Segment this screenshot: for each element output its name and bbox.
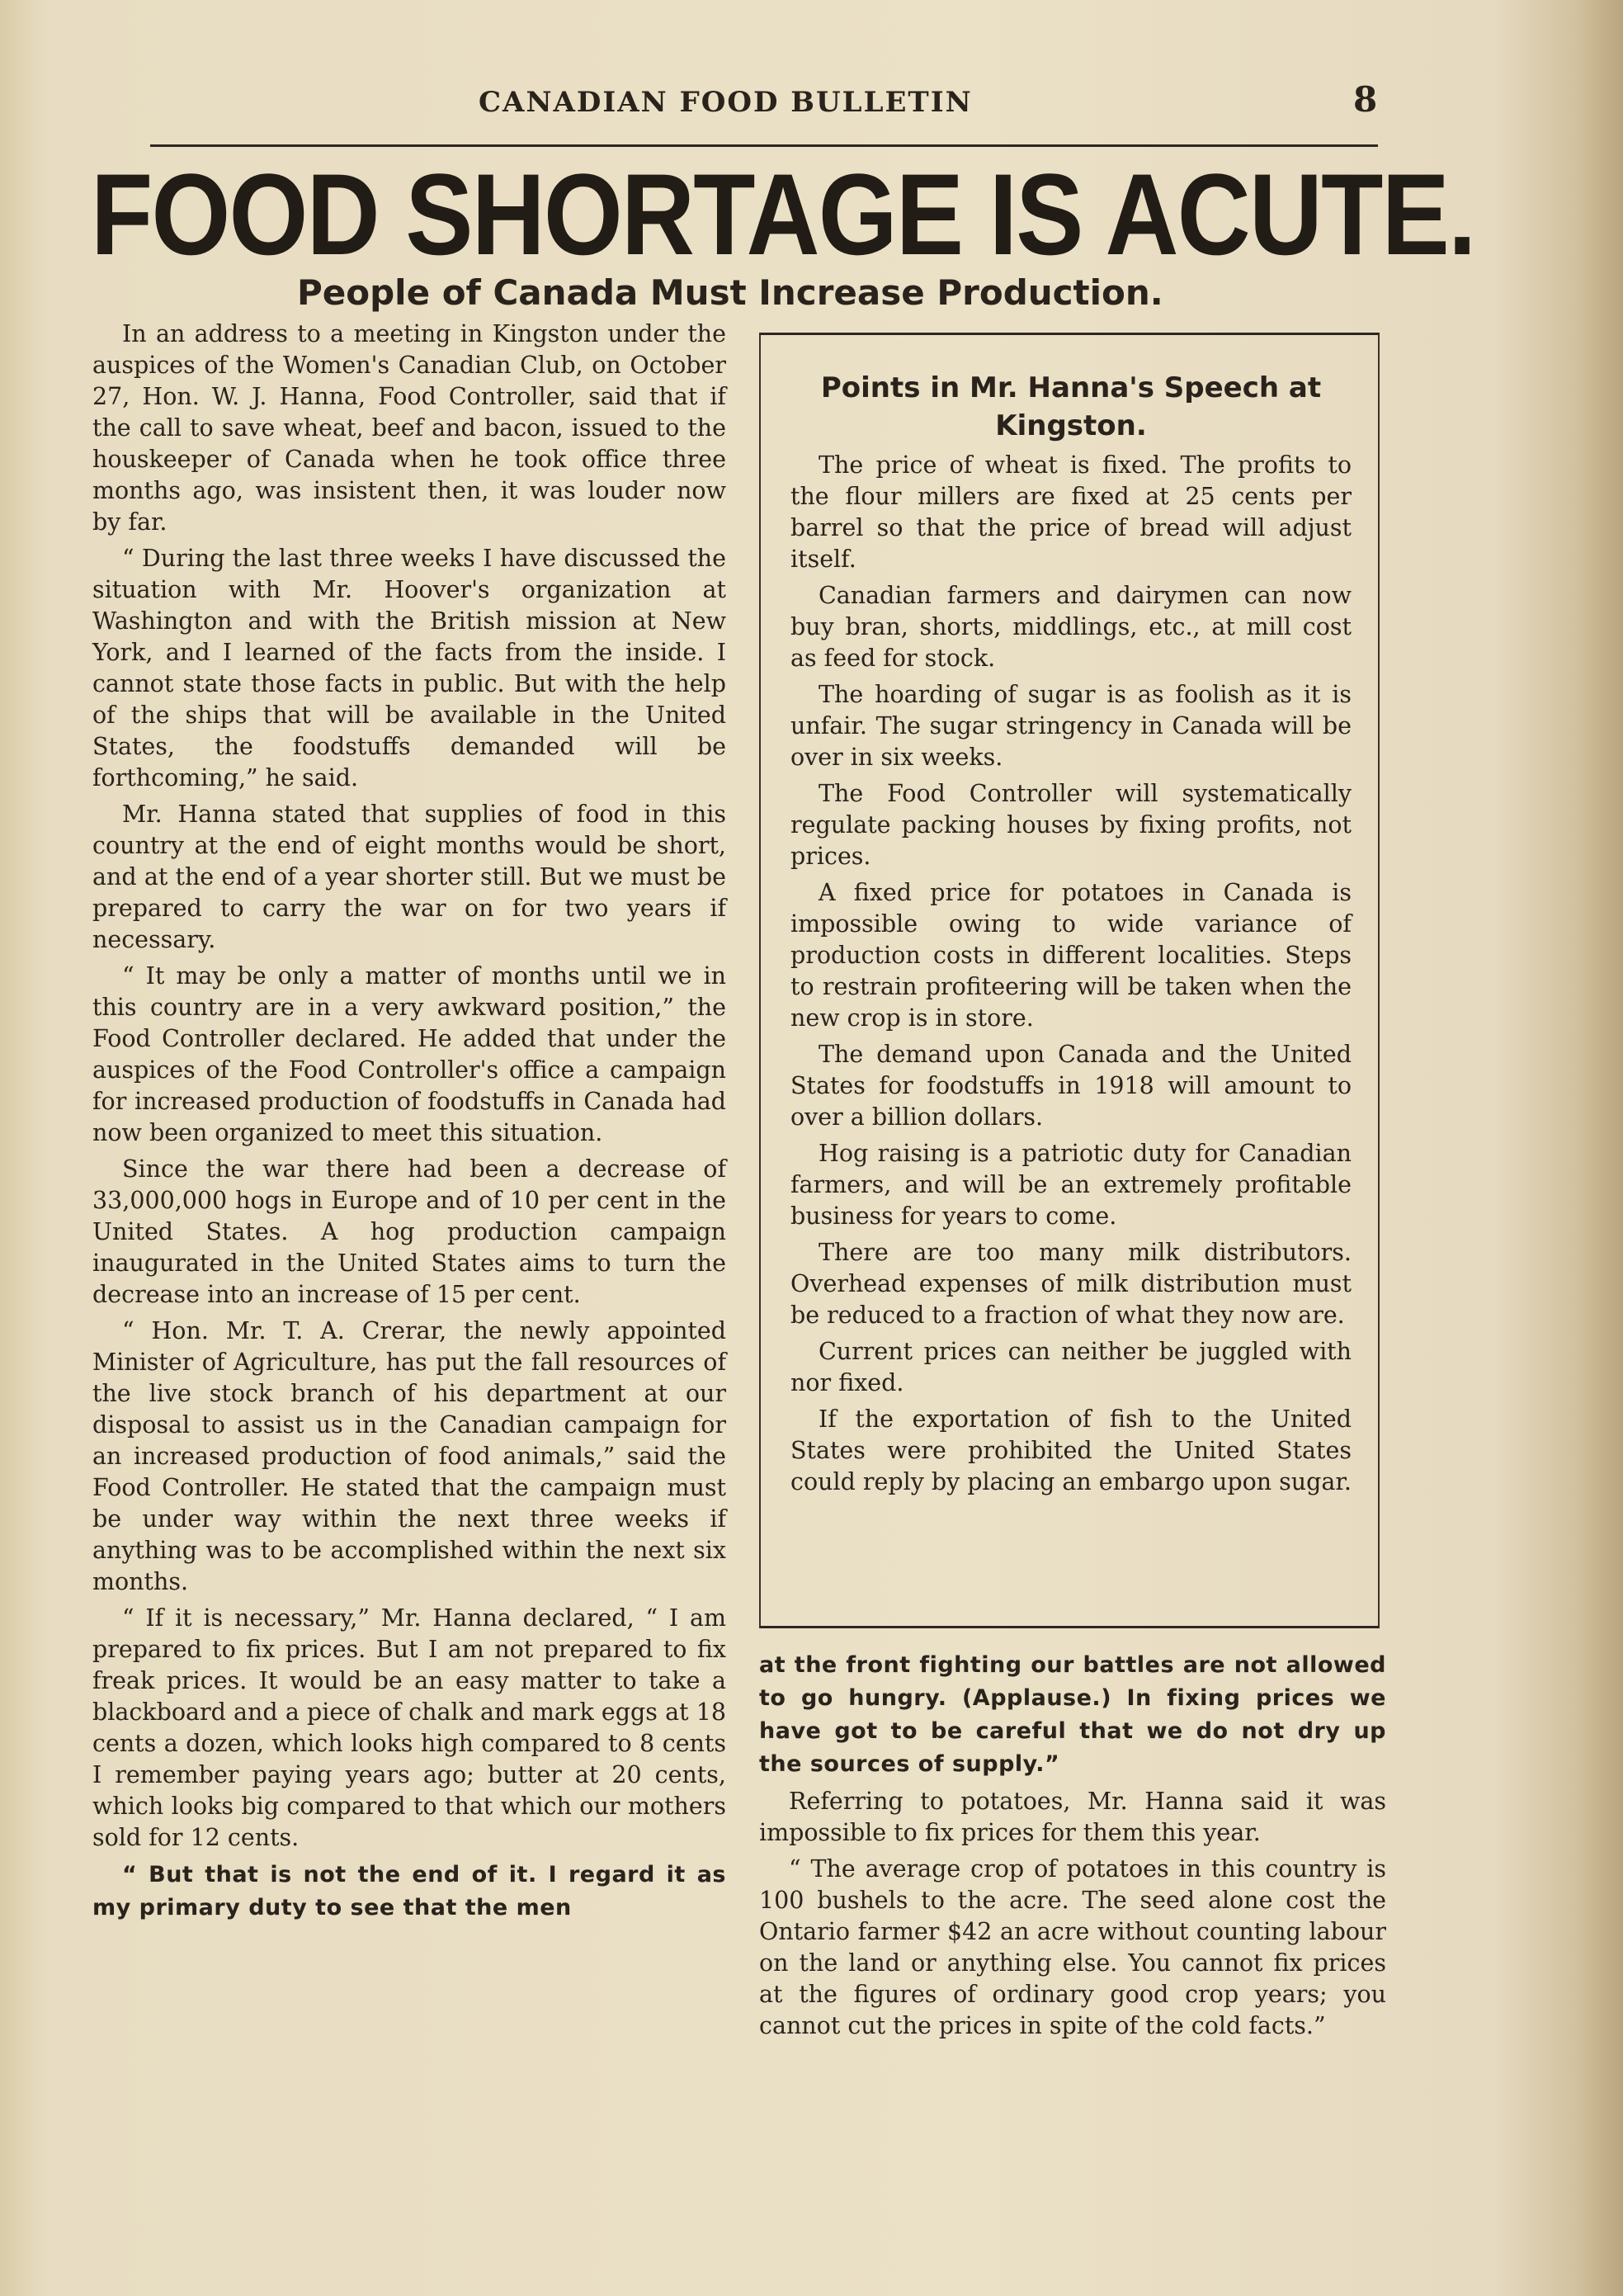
sidebar-point: Canadian farmers and dairymen can now buy bran, shorts, middlings, etc., at mill cost as feed for stock. bbox=[790, 582, 1352, 672]
sidebar-point: Hog raising is a patriotic duty for Canadian farmers, and will be an extremely profitable business for years to come. bbox=[790, 1140, 1352, 1230]
paragraph: In an address to a meeting in Kingston under the auspices of the Women's Canadian Club, on October 27, Hon. W. J. Hanna, Food Controller, said that if the call to save wheat, beef and bacon, issued to the houskeeper of Canada when he took office three months ago, was insistent then, it was louder now by far. bbox=[92, 320, 726, 536]
paragraph: “ It may be only a matter of months until we in this country are in a very awkward position,” the Food Controller declared. He added that under the auspices of the Food Controller's office a campaign for increased production of foodstuffs in Canada had now been organized to meet this situation. bbox=[92, 962, 726, 1146]
sidebar-point: The Food Controller will systematically regulate packing houses by fixing profits, not prices. bbox=[790, 780, 1352, 870]
sidebar-points bbox=[790, 450, 1352, 1498]
header-rule bbox=[150, 144, 1378, 147]
sidebar-point: Current prices can neither be juggled with nor fixed. bbox=[790, 1338, 1352, 1396]
sidebar-point: If the exportation of fish to the United States were prohibited the United States could reply by placing an embargo upon sugar. bbox=[790, 1405, 1352, 1495]
page-number: 8 bbox=[1353, 79, 1378, 120]
subheadline: People of Canada Must Increase Production. bbox=[297, 272, 1163, 313]
paragraph: “ If it is necessary,” Mr. Hanna declared, “ I am prepared to fix prices. But I am not prepared to fix freak prices. It would be an easy matter to take a blackboard and a piece of chalk and mark eggs at 18 cents a dozen, which looks high compared to 8 cents I remember paying years ago; butter at 20 cents, which looks big compared to that which our mothers sold for 12 cents. bbox=[92, 1604, 726, 1851]
paragraph: “ The average crop of potatoes in this country is 100 bushels to the acre. The seed alone cost the Ontario farmer $42 an acre without counting labour on the land or anything else. You cannot fix prices at the figures of ordinary good crop years; you cannot cut the prices in spite of the cold facts.” bbox=[759, 1855, 1386, 2039]
sidebar-title: Points in Mr. Hanna's Speech at Kingston. bbox=[820, 371, 1322, 442]
right-column bbox=[759, 1649, 1386, 2042]
sidebar-point: The demand upon Canada and the United States for foodstuffs in 1918 will amount to over a billion dollars. bbox=[790, 1041, 1352, 1131]
paragraph: Mr. Hanna stated that supplies of food in this country at the end of eight months would be short, and at the end of a year shorter still. But we must be prepared to carry the war on for two years if necessary. bbox=[92, 801, 726, 953]
paragraph: Since the war there had been a decrease of 33,000,000 hogs in Europe and of 10 per cent in the United States. A hog production campaign inaugurated in the United States aims to turn the decrease into an increase of 15 per cent. bbox=[92, 1155, 726, 1308]
paragraph: “ During the last three weeks I have discussed the situation with Mr. Hoover's organization at Washington and with the British mission at New York, and I learned of the facts from the inside. I cannot state those facts in public. But with the help of the ships that will be available in the United States, the foodstuffs demanded will be forthcoming,” he said. bbox=[92, 545, 726, 791]
paragraph: Referring to potatoes, Mr. Hanna said it was impossible to fix prices for them this year. bbox=[759, 1788, 1386, 1846]
bold-quote-start: “ But that is not the end of it. I regard it as my primary duty to see that the men bbox=[92, 1862, 726, 1920]
sidebar-point: The hoarding of sugar is as foolish as it is unfair. The sugar stringency in Canada will be over in six weeks. bbox=[790, 681, 1352, 771]
running-head: CANADIAN FOOD BULLETIN bbox=[479, 86, 973, 119]
headline: FOOD SHORTAGE IS ACUTE. bbox=[91, 149, 1475, 279]
sidebar-point: A fixed price for potatoes in Canada is impossible owing to wide variance of production costs in different localities. Steps to restrain profiteering will be taken when the new crop is in store. bbox=[790, 879, 1352, 1032]
sidebar-point: There are too many milk distributors. Overhead expenses of milk distribution must be reduced to a fraction of what they now are. bbox=[790, 1239, 1352, 1329]
paragraph: “ Hon. Mr. T. A. Crerar, the newly appointed Minister of Agriculture, has put the fall resources of the live stock branch of his department at our disposal to assist us in the Canadian campaign for an increased production of food animals,” said the Food Controller. He stated that the campaign must be under way within the next three weeks if anything was to be accomplished within the next six months. bbox=[92, 1317, 726, 1595]
left-column bbox=[92, 319, 726, 1925]
bold-quote-end: at the front fighting our battles are not allowed to go hungry. (Applause.) In fixing prices we have got to be careful that we do not dry up the sources of supply.” bbox=[759, 1652, 1386, 1777]
sidebar-point: The price of wheat is fixed. The profits to the flour millers are fixed at 25 cents per barrel so that the price of bread will adjust itself. bbox=[790, 451, 1352, 573]
